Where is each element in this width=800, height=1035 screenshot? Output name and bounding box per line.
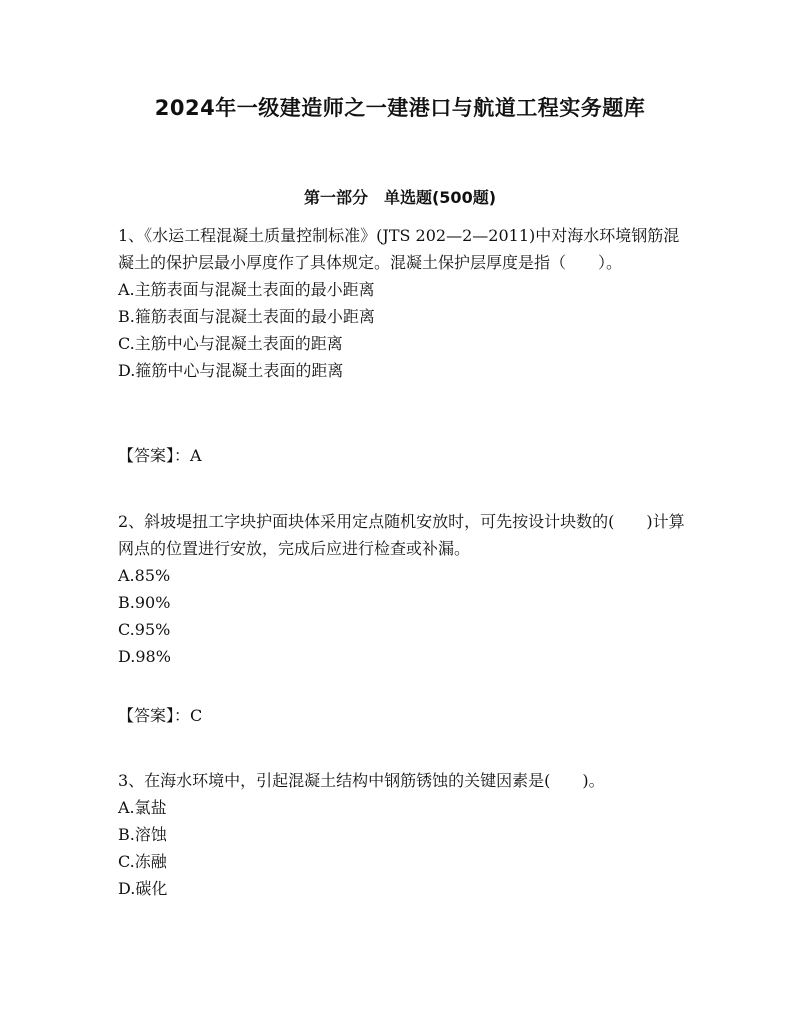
option-d: D.98% [118, 647, 171, 666]
question-stem: 3、在海水环境中，引起混凝土结构中钢筋锈蚀的关键因素是( )。 [118, 771, 605, 790]
answer-1: 【答案】：A [118, 446, 202, 465]
question-1 [118, 222, 688, 384]
option-c: C.主筋中心与混凝土表面的距离 [118, 334, 343, 353]
option-b: B.溶蚀 [118, 825, 167, 844]
option-c: C.95% [118, 620, 171, 639]
question-2 [118, 508, 688, 670]
option-b: B.90% [118, 593, 171, 612]
answer-2: 【答案】：C [118, 706, 203, 725]
question-stem: 1、《水运工程混凝土质量控制标准》(JTS 202—2—2011)中对海水环境钢筋混凝土的保护层最小厚度作了具体规定。混凝土保护层厚度是指（ ）。 [118, 226, 680, 272]
question-stem: 2、斜坡堤扭工字块护面块体采用定点随机安放时，可先按设计块数的( )计算网点的位置进行安放，完成后应进行检查或补漏。 [118, 512, 685, 558]
question-3 [118, 767, 688, 902]
page-title: 2024年一级建造师之一建港口与航道工程实务题库 [154, 96, 646, 120]
option-c: C.冻融 [118, 852, 167, 871]
option-d: D.箍筋中心与混凝土表面的距离 [118, 361, 344, 380]
option-a: A.氯盐 [118, 798, 167, 817]
option-b: B.箍筋表面与混凝土表面的最小距离 [118, 307, 375, 326]
option-a: A.主筋表面与混凝土表面的最小距离 [118, 280, 375, 299]
section-heading: 第一部分 单选题(500题) [303, 188, 497, 207]
option-d: D.碳化 [118, 879, 168, 898]
option-a: A.85% [118, 566, 171, 585]
